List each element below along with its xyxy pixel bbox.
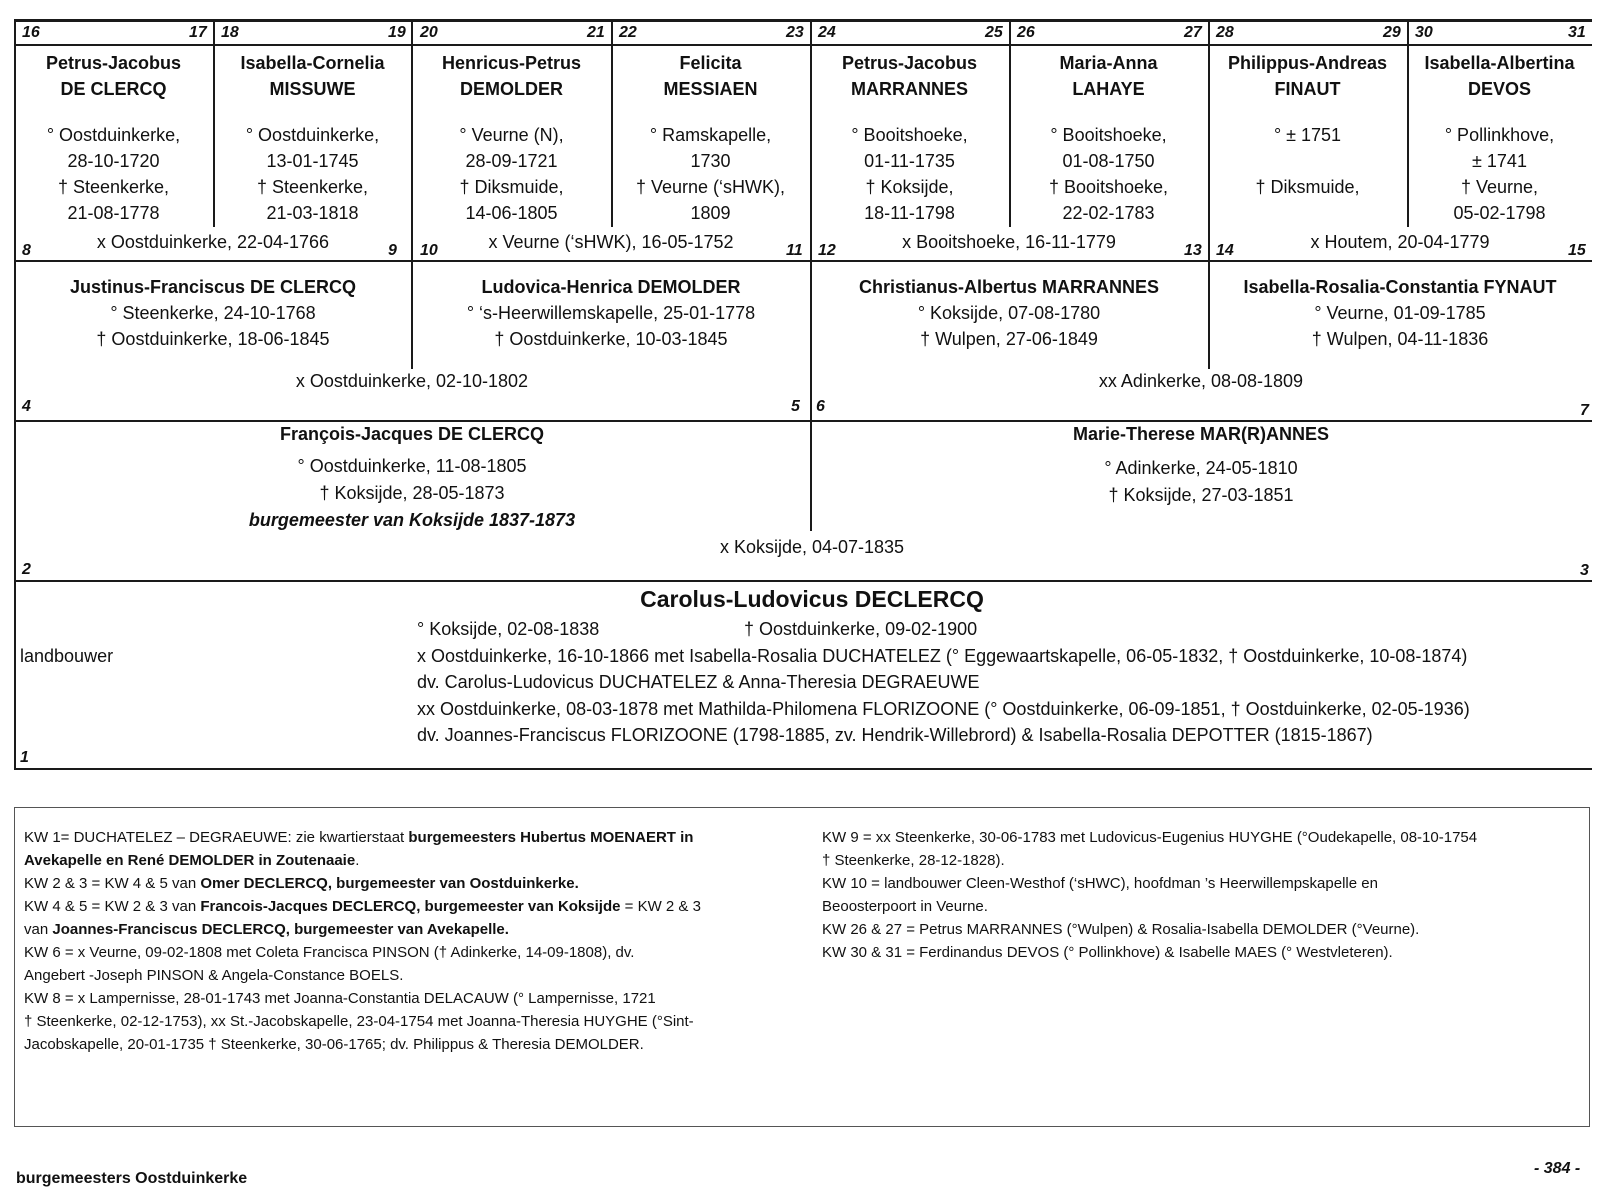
kw-number: 24 xyxy=(818,24,836,41)
death-place: † Steenkerke, xyxy=(256,177,369,197)
proband-death: † Oostduinkerke, 09-02-1900 xyxy=(744,619,978,639)
gen4-top-line xyxy=(14,260,1592,262)
person-first-name: Henricus-Petrus xyxy=(441,53,582,73)
death-text: † Wulpen, 04-11-1836 xyxy=(1311,329,1489,349)
kw-number: 1 xyxy=(20,749,29,766)
note-bold: Francois-Jacques DECLERCQ, burgemeester van Koksijde xyxy=(200,898,621,915)
person-first-name: Philippus-Andreas xyxy=(1227,53,1388,73)
proband-marriage-1-parents: dv. Carolus-Ludovicus DUCHATELEZ & Anna-Theresia DEGRAEUWE xyxy=(417,672,980,692)
kw-number: 16 xyxy=(22,24,40,41)
birth-place: ° Oostduinkerke, xyxy=(245,125,380,145)
death-date: 21-03-1818 xyxy=(266,203,359,223)
death-place: † Booitshoeke, xyxy=(1048,177,1169,197)
person-first-name: Petrus-Jacobus xyxy=(841,53,978,73)
death-text: † Oostduinkerke, 18-06-1845 xyxy=(96,329,330,349)
note-text: KW 1= DUCHATELEZ – DEGRAEUWE: zie kwartierstaat xyxy=(24,829,409,846)
kw-number: 4 xyxy=(22,398,31,415)
marriage-text: x Koksijde, 04-07-1835 xyxy=(719,537,905,557)
birth-place: ° Pollinkhove, xyxy=(1444,125,1555,145)
birth-place: ° Booitshoeke, xyxy=(851,125,968,145)
proband-birth: ° Koksijde, 02-08-1838 xyxy=(417,619,600,639)
person-name: Justinus-Franciscus DE CLERCQ xyxy=(69,277,357,297)
death-text: † Oostduinkerke, 10-03-1845 xyxy=(494,329,728,349)
death-place: † Veurne, xyxy=(1460,177,1539,197)
death-text: † Wulpen, 27-06-1849 xyxy=(920,329,1098,349)
gen5-divider xyxy=(1407,21,1409,45)
death-place: † Veurne (‘sHWK), xyxy=(635,177,786,197)
kw-number: 26 xyxy=(1017,24,1035,41)
function-text: burgemeester van Koksijde 1837-1873 xyxy=(248,510,576,530)
person-name: Ludovica-Henrica DEMOLDER xyxy=(481,277,741,297)
kw-number: 12 xyxy=(818,242,836,259)
person-last-name: DEVOS xyxy=(1467,79,1532,99)
note-text: KW 9 = xx Steenkerke, 30-06-1783 met Ludovicus-Eugenius HUYGHE (°Oudekapelle, 08-10-1754 xyxy=(822,829,1478,846)
note-bold: burgemeesters Hubertus MOENAERT in xyxy=(408,829,694,846)
note-text: † Steenkerke, 02-12-1753), xx St.-Jacobskapelle, 23-04-1754 met Joanna-Theresia HUYGHE (°Sint- xyxy=(24,1013,694,1030)
gen5-divider xyxy=(213,21,215,45)
note-text: Beoosterpoort in Veurne. xyxy=(822,898,988,915)
death-date: 05-02-1798 xyxy=(1453,203,1546,223)
death-date: 18-11-1798 xyxy=(864,203,955,223)
birth-date: 1730 xyxy=(690,151,731,171)
kw-number: 13 xyxy=(1184,242,1202,259)
birth-place: ° Oostduinkerke, xyxy=(46,125,181,145)
person-first-name: Isabella-Cornelia xyxy=(240,53,385,73)
gen5-header-line xyxy=(14,44,1592,46)
note-text: KW 10 = landbouwer Cleen-Westhof (‘sHWC), hoofdman ’s Heerwillempskapelle en xyxy=(822,875,1378,892)
note-text: Angebert -Joseph PINSON & Angela-Constance BOELS. xyxy=(24,967,404,984)
kw-number: 21 xyxy=(587,24,605,41)
person-last-name: MESSIAEN xyxy=(663,79,758,99)
person-last-name: MARRANNES xyxy=(851,79,968,99)
notes-right xyxy=(822,826,1582,964)
person-first-name: Maria-Anna xyxy=(1059,53,1158,73)
marriage-text: x Veurne (‘sHWK), 16-05-1752 xyxy=(488,232,734,252)
death-text: † Koksijde, 27-03-1851 xyxy=(1108,485,1294,505)
person-first-name: Isabella-Albertina xyxy=(1424,53,1575,73)
note-text: KW 8 = x Lampernisse, 28-01-1743 met Joanna-Constantia DELACAUW (° Lampernisse, 1721 xyxy=(24,990,656,1007)
death-date: 14-06-1805 xyxy=(465,203,558,223)
person-name: Christianus-Albertus MARRANNES xyxy=(858,277,1160,297)
footer-title: burgemeesters Oostduinkerke xyxy=(16,1170,248,1187)
person-last-name: DE CLERCQ xyxy=(60,79,167,99)
kw-number: 11 xyxy=(786,242,803,259)
death-date: 21-08-1778 xyxy=(67,203,160,223)
kw-number: 8 xyxy=(22,242,31,259)
birth-text: ° Koksijde, 07-08-1780 xyxy=(917,303,1101,323)
note-text: KW 4 & 5 = KW 2 & 3 van xyxy=(24,898,201,915)
note-text: van xyxy=(24,921,53,938)
kw-number: 22 xyxy=(619,24,637,41)
kw-number: 5 xyxy=(791,398,800,415)
note-text: = KW 2 & 3 xyxy=(620,898,701,915)
birth-text: ° Steenkerke, 24-10-1768 xyxy=(110,303,316,323)
death-place: † Steenkerke, xyxy=(57,177,170,197)
kw-number: 28 xyxy=(1216,24,1234,41)
note-text: KW 30 & 31 = Ferdinandus DEVOS (° Pollinkhove) & Isabelle MAES (° Westvleteren). xyxy=(822,944,1393,961)
death-date: 1809 xyxy=(690,203,731,223)
page-number: - 384 - xyxy=(1534,1160,1581,1177)
birth-date: 01-11-1735 xyxy=(864,151,955,171)
kw-number: 17 xyxy=(189,24,207,41)
birth-text: ° Veurne, 01-09-1785 xyxy=(1314,303,1486,323)
note-text: KW 6 = x Veurne, 09-02-1808 met Coleta Francisca PINSON († Adinkerke, 14-09-1808), dv. xyxy=(24,944,635,961)
person-last-name: LAHAYE xyxy=(1072,79,1145,99)
kw-number: 20 xyxy=(420,24,438,41)
birth-date: 28-09-1721 xyxy=(465,151,558,171)
gen1-top-line xyxy=(14,580,1592,582)
proband-name: Carolus-Ludovicus DECLERCQ xyxy=(640,586,984,612)
death-text: † Koksijde, 28-05-1873 xyxy=(319,483,505,503)
note-text: Jacobskapelle, 20-01-1735 † Steenkerke, 30-06-1765; dv. Philippus & Theresia DEMOLDER. xyxy=(24,1036,644,1053)
note-bold: Omer DECLERCQ, burgemeester van Oostduinkerke. xyxy=(200,875,579,892)
kw-number: 23 xyxy=(786,24,804,41)
person-first-name: Felicita xyxy=(679,53,742,73)
birth-date: 01-08-1750 xyxy=(1062,151,1155,171)
note-text: . xyxy=(355,852,360,869)
kw-number: 15 xyxy=(1568,242,1586,259)
proband-marriage-1: x Oostduinkerke, 16-10-1866 met Isabella-Rosalia DUCHATELEZ (° Eggewaartskapelle, 06-05-1832, † Oostduinkerke, 10-08-1874) xyxy=(417,646,1468,666)
tree-top-border xyxy=(14,19,1592,22)
birth-date: 28-10-1720 xyxy=(67,151,160,171)
gen5-divider xyxy=(1009,21,1011,45)
kw-number: 9 xyxy=(388,242,397,259)
kw-number: 2 xyxy=(22,561,31,578)
kw-number: 31 xyxy=(1568,24,1586,41)
kw-number: 7 xyxy=(1580,402,1589,419)
notes-left xyxy=(24,826,814,1056)
birth-place: ° ± 1751 xyxy=(1273,125,1342,145)
birth-date: ± 1741 xyxy=(1472,151,1527,171)
death-date: 22-02-1783 xyxy=(1062,203,1155,223)
birth-text: ° ‘s-Heerwillemskapelle, 25-01-1778 xyxy=(466,303,756,323)
kw-number: 25 xyxy=(985,24,1003,41)
birth-text: ° Oostduinkerke, 11-08-1805 xyxy=(297,456,527,476)
proband-marriage-2: xx Oostduinkerke, 08-03-1878 met Mathilda-Philomena FLORIZOONE (° Oostduinkerke, 06-09-1851, † Oostduinkerke, 02-05-1936) xyxy=(417,699,1470,719)
kw-number: 19 xyxy=(388,24,406,41)
person-last-name: FINAUT xyxy=(1274,79,1341,99)
kw-number: 30 xyxy=(1415,24,1433,41)
note-text: KW 2 & 3 = KW 4 & 5 van xyxy=(24,875,201,892)
person-name: François-Jacques DE CLERCQ xyxy=(279,424,545,444)
marriage-text: x Oostduinkerke, 22-04-1766 xyxy=(96,232,330,252)
note-bold: Joannes-Franciscus DECLERCQ, burgemeester van Avekapelle. xyxy=(52,921,509,938)
kw-number: 14 xyxy=(1216,242,1234,259)
birth-place: ° Booitshoeke, xyxy=(1050,125,1167,145)
birth-place: ° Veurne (N), xyxy=(459,125,564,145)
kw-number: 6 xyxy=(816,398,825,415)
kw-number: 29 xyxy=(1383,24,1401,41)
tree-bottom-border xyxy=(14,768,1592,770)
kw-number: 18 xyxy=(221,24,239,41)
death-place: † Diksmuide, xyxy=(1255,177,1360,197)
note-bold: Avekapelle en René DEMOLDER in Zoutenaaie xyxy=(24,852,356,869)
person-name: Isabella-Rosalia-Constantia FYNAUT xyxy=(1243,277,1557,297)
note-text: KW 26 & 27 = Petrus MARRANNES (°Wulpen) & Rosalia-Isabella DEMOLDER (°Veurne). xyxy=(822,921,1420,938)
marriage-text: x Oostduinkerke, 02-10-1802 xyxy=(295,371,529,391)
kw-number: 10 xyxy=(420,242,438,259)
death-place: † Koksijde, xyxy=(865,177,954,197)
kw-number: 3 xyxy=(1580,562,1589,579)
birth-text: ° Adinkerke, 24-05-1810 xyxy=(1104,458,1298,478)
birth-place: ° Ramskapelle, xyxy=(649,125,772,145)
person-name: Marie-Therese MAR(R)ANNES xyxy=(1072,424,1330,444)
person-first-name: Petrus-Jacobus xyxy=(45,53,182,73)
proband-marriage-2-parents: dv. Joannes-Franciscus FLORIZOONE (1798-1885, zv. Hendrik-Willebrord) & Isabella-Rosalia DEPOTTER (1815-1867) xyxy=(417,725,1373,745)
birth-date: 13-01-1745 xyxy=(266,151,359,171)
kw-number: 27 xyxy=(1184,24,1202,41)
person-last-name: DEMOLDER xyxy=(460,79,563,99)
marriage-text: xx Adinkerke, 08-08-1809 xyxy=(1098,371,1304,391)
proband-occupation: landbouwer xyxy=(20,646,114,666)
note-text: † Steenkerke, 28-12-1828). xyxy=(822,852,1005,869)
person-last-name: MISSUWE xyxy=(269,79,356,99)
marriage-text: x Booitshoeke, 16-11-1779 xyxy=(902,232,1116,252)
death-place: † Diksmuide, xyxy=(459,177,564,197)
gen5-divider xyxy=(611,21,613,45)
marriage-text: x Houtem, 20-04-1779 xyxy=(1310,232,1490,252)
